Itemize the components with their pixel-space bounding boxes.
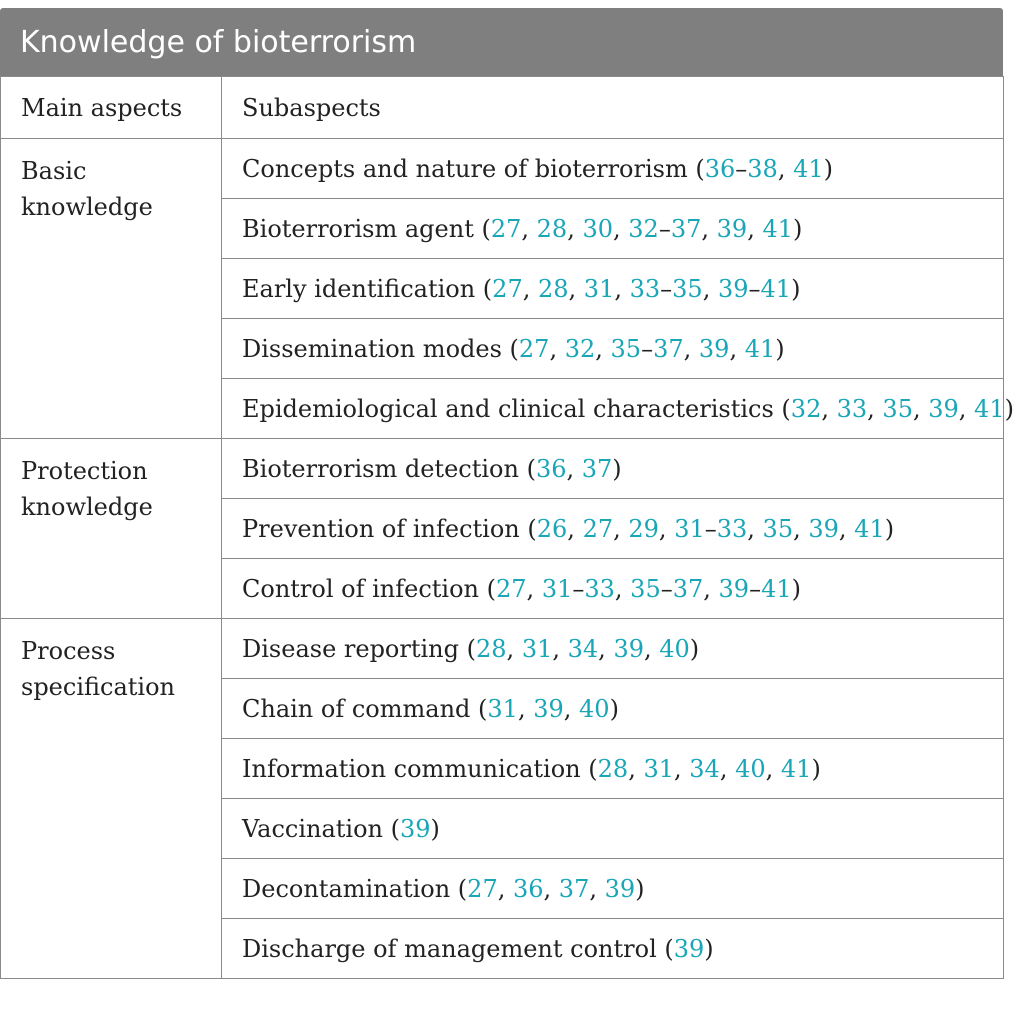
subaspect-label: Decontamination <box>242 874 451 903</box>
citation-link[interactable]: 32 <box>564 334 596 363</box>
main-aspect-cell <box>1 139 222 439</box>
ref-separator: , <box>563 694 580 723</box>
subaspect-label: Vaccination <box>242 814 383 843</box>
citation-link[interactable]: 28 <box>536 214 568 243</box>
ref-separator: , <box>683 334 699 363</box>
citation-link[interactable]: 32 <box>790 394 822 423</box>
citation-link[interactable]: 41 <box>761 574 792 603</box>
citation-link[interactable]: 35 <box>610 334 642 363</box>
main-aspect-label: Process specification <box>21 637 175 701</box>
ref-separator: , <box>614 574 631 603</box>
subaspect-label: Bioterrorism detection <box>242 454 519 483</box>
citation-link[interactable]: 37 <box>581 454 613 483</box>
ref-separator: , <box>552 634 568 663</box>
ref-separator: , <box>567 214 583 243</box>
ref-separator: – <box>641 334 654 363</box>
ref-separator: , <box>517 694 534 723</box>
ref-separator: , <box>614 274 630 303</box>
citation-link[interactable]: 41 <box>762 214 793 243</box>
citation-link[interactable]: 31 <box>583 274 615 303</box>
citation-link[interactable]: 39 <box>717 274 749 303</box>
ref-separator: , <box>595 334 611 363</box>
citation-link[interactable]: 35 <box>882 394 913 423</box>
table-row <box>1 439 1004 499</box>
subaspect-cell: Discharge of management control (39) <box>222 919 1004 979</box>
ref-separator: , <box>566 454 582 483</box>
ref-separator: , <box>793 514 809 543</box>
ref-separator: – <box>749 574 762 603</box>
citation-link[interactable]: 31 <box>643 754 674 783</box>
ref-separator: , <box>543 874 559 903</box>
citation-link[interactable]: 37 <box>672 574 704 603</box>
citation-link[interactable]: 41 <box>793 154 824 183</box>
subaspect-cell: Disease reporting (28, 31, 34, 39, 40) <box>222 619 1004 679</box>
citation-link[interactable]: 27 <box>492 274 523 303</box>
ref-separator: – <box>660 274 673 303</box>
subaspect-label: Discharge of management control <box>242 934 657 963</box>
citation-link[interactable]: 41 <box>780 754 812 783</box>
ref-separator: – <box>658 214 671 243</box>
subaspect-cell: Concepts and nature of bioterrorism (36–38, 41) <box>222 139 1004 199</box>
subaspect-cell: Dissemination modes (27, 32, 35–37, 39, 41) <box>222 319 1004 379</box>
citation-link[interactable]: 34 <box>689 754 720 783</box>
ref-separator: , <box>838 514 855 543</box>
ref-separator: , <box>521 214 537 243</box>
citation-link[interactable]: 28 <box>476 634 507 663</box>
citation-link[interactable]: 31 <box>521 634 553 663</box>
citation-link[interactable]: 33 <box>584 574 615 603</box>
citation-link[interactable]: 41 <box>974 394 1005 423</box>
citation-link[interactable]: 39 <box>613 634 644 663</box>
citation-link[interactable]: 34 <box>567 634 599 663</box>
citation-link[interactable]: 36 <box>512 874 544 903</box>
citation-link[interactable]: 35 <box>762 514 794 543</box>
subaspect-cell: Prevention of infection (26, 27, 29, 31–33, 35, 39, 41) <box>222 499 1004 559</box>
citation-link[interactable]: 37 <box>653 334 684 363</box>
knowledge-table-container <box>0 8 1014 979</box>
ref-separator: , <box>747 214 763 243</box>
ref-separator: , <box>867 394 883 423</box>
ref-separator: , <box>613 214 629 243</box>
main-aspect-cell <box>1 439 222 619</box>
ref-separator: – <box>735 154 748 183</box>
ref-separator: , <box>658 514 675 543</box>
citation-link[interactable]: 39 <box>604 874 636 903</box>
header-main-aspects: Main aspects <box>1 77 222 139</box>
subaspect-cell: Early identification (27, 28, 31, 33–35, 39–41) <box>222 259 1004 319</box>
citation-link[interactable]: 31 <box>674 514 705 543</box>
ref-separator: – <box>704 514 717 543</box>
citation-link[interactable]: 29 <box>628 514 659 543</box>
ref-separator: , <box>674 754 690 783</box>
citation-link[interactable]: 27 <box>582 514 614 543</box>
citation-link[interactable]: 41 <box>744 334 776 363</box>
table-row <box>1 619 1004 679</box>
citation-link[interactable]: 39 <box>400 814 431 843</box>
citation-link[interactable]: 41 <box>760 274 792 303</box>
citation-link[interactable]: 33 <box>836 394 868 423</box>
table-body <box>1 139 1014 979</box>
citation-link[interactable]: 26 <box>536 514 568 543</box>
ref-separator: , <box>729 334 745 363</box>
subaspect-label: Early identification <box>242 274 476 303</box>
subaspect-label: Concepts and nature of bioterrorism <box>242 154 688 183</box>
citation-link[interactable]: 37 <box>558 874 590 903</box>
citation-link[interactable]: 27 <box>490 214 522 243</box>
citation-link[interactable]: 27 <box>467 874 498 903</box>
main-aspect-cell <box>1 619 222 979</box>
subaspect-cell: Chain of command (31, 39, 40) <box>222 679 1004 739</box>
citation-link[interactable]: 28 <box>537 274 569 303</box>
ref-separator: , <box>568 274 584 303</box>
ref-separator: – <box>660 574 673 603</box>
ref-separator: , <box>589 874 605 903</box>
subaspect-cell: Bioterrorism agent (27, 28, 30, 32–37, 39, 41) <box>222 199 1004 259</box>
citation-link[interactable]: 30 <box>582 214 614 243</box>
ref-separator: , <box>747 514 763 543</box>
main-aspect-label: Basic knowledge <box>21 157 153 221</box>
ref-separator: , <box>702 274 718 303</box>
citation-link[interactable]: 40 <box>579 694 610 723</box>
header-row <box>1 77 1004 139</box>
citation-link[interactable]: 27 <box>518 334 550 363</box>
citation-link[interactable]: 39 <box>698 334 730 363</box>
ref-separator: , <box>497 874 513 903</box>
citation-link[interactable]: 39 <box>928 394 959 423</box>
citation-link[interactable]: 27 <box>496 574 527 603</box>
subaspect-label: Bioterrorism agent <box>242 214 474 243</box>
subaspect-label: Dissemination modes <box>242 334 502 363</box>
subaspect-cell: Information communication (28, 31, 34, 40, 41) <box>222 739 1004 799</box>
citation-link[interactable]: 40 <box>659 634 690 663</box>
ref-separator: , <box>821 394 837 423</box>
citation-link[interactable]: 39 <box>716 214 748 243</box>
ref-separator: , <box>703 574 719 603</box>
subaspect-cell: Vaccination (39) <box>222 799 1004 859</box>
citation-link[interactable]: 39 <box>533 694 564 723</box>
citation-link[interactable]: 28 <box>597 754 629 783</box>
header-subaspects: Subaspects <box>222 77 1004 139</box>
ref-separator: , <box>958 394 975 423</box>
ref-separator: , <box>598 634 614 663</box>
subaspect-label: Epidemiological and clinical characteristics <box>242 394 774 423</box>
table-title: Knowledge of bioterrorism <box>0 8 1003 76</box>
ref-separator: , <box>765 754 781 783</box>
citation-link[interactable]: 39 <box>673 934 705 963</box>
ref-separator: – <box>572 574 585 603</box>
subaspect-label: Control of infection <box>242 574 479 603</box>
citation-link[interactable]: 39 <box>718 574 750 603</box>
table-row <box>1 139 1004 199</box>
ref-separator: , <box>526 574 542 603</box>
citation-link[interactable]: 31 <box>541 574 573 603</box>
subaspect-cell: Epidemiological and clinical characteristics (32, 33, 35, 39, 41) <box>222 379 1004 439</box>
ref-separator: , <box>719 754 736 783</box>
citation-link[interactable]: 31 <box>487 694 518 723</box>
citation-link[interactable]: 38 <box>747 154 778 183</box>
ref-separator: – <box>748 274 761 303</box>
ref-separator: , <box>506 634 522 663</box>
ref-separator: , <box>777 154 794 183</box>
citation-link[interactable]: 37 <box>670 214 702 243</box>
citation-link[interactable]: 36 <box>535 454 567 483</box>
subaspect-label: Prevention of infection <box>242 514 520 543</box>
subaspect-cell: Decontamination (27, 36, 37, 39) <box>222 859 1004 919</box>
ref-separator: , <box>643 634 660 663</box>
ref-separator: , <box>701 214 717 243</box>
citation-link[interactable]: 36 <box>704 154 736 183</box>
ref-separator: , <box>567 514 583 543</box>
citation-link[interactable]: 35 <box>630 574 661 603</box>
ref-separator: , <box>628 754 644 783</box>
citation-link[interactable]: 40 <box>735 754 766 783</box>
subaspect-label: Information communication <box>242 754 581 783</box>
citation-link[interactable]: 35 <box>672 274 703 303</box>
citation-link[interactable]: 33 <box>629 274 661 303</box>
citation-link[interactable]: 33 <box>716 514 748 543</box>
subaspect-label: Chain of command <box>242 694 471 723</box>
subaspect-cell: Control of infection (27, 31–33, 35–37, 39–41) <box>222 559 1004 619</box>
subaspect-cell: Bioterrorism detection (36, 37) <box>222 439 1004 499</box>
ref-separator: , <box>912 394 929 423</box>
ref-separator: , <box>549 334 565 363</box>
main-aspect-label: Protection knowledge <box>21 457 153 521</box>
citation-link[interactable]: 32 <box>628 214 659 243</box>
citation-link[interactable]: 39 <box>808 514 839 543</box>
ref-separator: , <box>522 274 538 303</box>
ref-separator: , <box>613 514 629 543</box>
citation-link[interactable]: 41 <box>854 514 885 543</box>
knowledge-table <box>0 76 1014 979</box>
subaspect-label: Disease reporting <box>242 634 459 663</box>
